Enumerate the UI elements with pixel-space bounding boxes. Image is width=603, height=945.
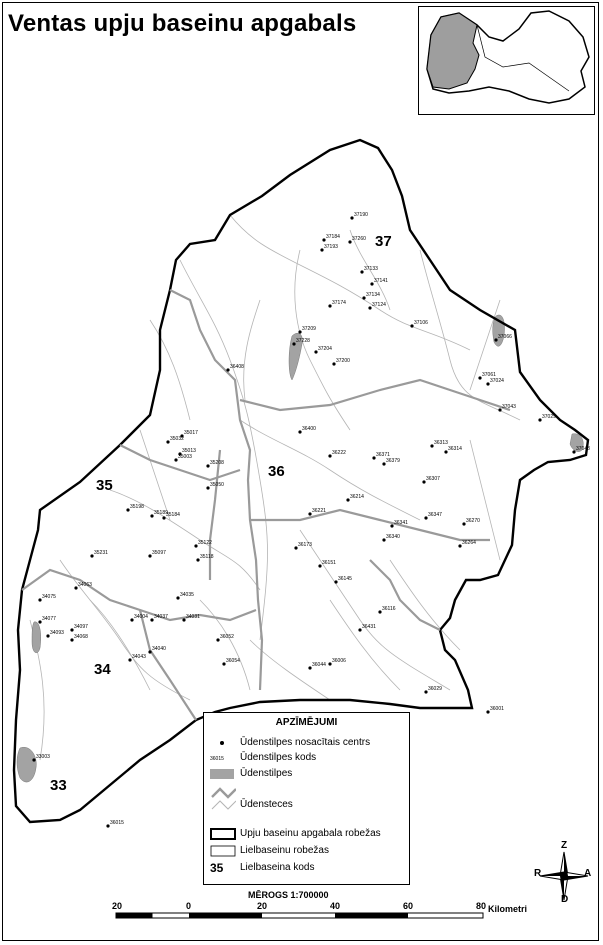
basin-code-34: 34 xyxy=(94,661,111,678)
lake-code-label: 36371 xyxy=(376,452,390,458)
lake-code-label: 36151 xyxy=(322,560,336,566)
lake-code-label: 36400 xyxy=(302,426,316,432)
compass-e: A xyxy=(584,868,592,879)
lake-code-label: 34068 xyxy=(74,634,88,640)
lake-code-label: 37133 xyxy=(364,266,378,272)
lake-code-label: 37209 xyxy=(302,326,316,332)
lake-code-label: 35017 xyxy=(184,430,198,436)
lake-code-label: 37200 xyxy=(336,358,350,364)
lake-code-label: 37190 xyxy=(354,212,368,218)
lake-code-label: 36408 xyxy=(230,364,244,370)
lake-code-label: 36431 xyxy=(362,624,376,630)
lake-code-label: 35032 xyxy=(170,436,184,442)
scale-label-60: 60 xyxy=(403,901,414,911)
lake-code-label: 35208 xyxy=(210,460,224,466)
legend-lake-code-label: Ūdenstilpes kods xyxy=(240,752,317,763)
scale-label-0: 0 xyxy=(186,901,192,911)
lake-code-label: 36015 xyxy=(110,820,124,826)
lake-code-label: 36029 xyxy=(428,686,442,692)
scale-label-80: 80 xyxy=(476,901,487,911)
basin-code-35: 35 xyxy=(96,477,113,494)
scale-label-20-left: 20 xyxy=(112,901,123,911)
scale-label-20: 20 xyxy=(257,901,268,911)
lake-code-label: 35231 xyxy=(94,550,108,556)
legend-lake-code-sample: 36015 xyxy=(210,756,224,762)
lake-code-label: 34077 xyxy=(42,616,56,622)
lake-code-label: 34035 xyxy=(180,592,194,598)
lake-code-label: 35122 xyxy=(198,540,212,546)
legend-lakes-label: Ūdenstilpes xyxy=(240,768,293,779)
lake-code-label: 34093 xyxy=(50,630,64,636)
lake-code-label: 35013 xyxy=(182,448,196,454)
lake-code-label: 36214 xyxy=(350,494,364,500)
lake-code-label: 36054 xyxy=(226,658,240,664)
lake-code-label: 36145 xyxy=(338,576,352,582)
lake-code-label: 37024 xyxy=(490,378,504,384)
lake-code-label: 36341 xyxy=(394,520,408,526)
scale-unit: Kilometri xyxy=(488,904,528,914)
lake-code-label: 37048 xyxy=(576,446,590,452)
lake-code-label: 37061 xyxy=(482,372,496,378)
lake-code-label: 36222 xyxy=(332,450,346,456)
legend xyxy=(203,712,410,885)
lake-code-label: 34075 xyxy=(42,594,56,600)
north-arrow-icon xyxy=(534,840,594,906)
map-title: Ventas upju baseinu apgabals xyxy=(8,10,357,37)
lake-code-label: 34063 xyxy=(78,582,92,588)
lake-code-label: 37134 xyxy=(366,292,380,298)
basin-code-37: 37 xyxy=(375,233,392,250)
legend-lake-centre-label: Ūdenstilpes nosacītais centrs xyxy=(240,737,371,748)
lake-code-label: 35097 xyxy=(152,550,166,556)
lake-code-label: 34043 xyxy=(132,654,146,660)
legend-rivers-label: Ūdensteces xyxy=(240,799,293,810)
lake-code-label: 37184 xyxy=(326,234,340,240)
legend-basin-code-sample: 35 xyxy=(210,861,224,875)
lake-code-label: 34031 xyxy=(186,614,200,620)
lake-code-label: 36379 xyxy=(386,458,400,464)
lake-code-label: 36270 xyxy=(466,518,480,524)
lake-code-label: 37228 xyxy=(296,338,310,344)
basin-code-33: 33 xyxy=(50,777,67,794)
sub-basin-boundaries xyxy=(22,290,510,720)
legend-basin-code-label: Lielbaseina kods xyxy=(240,862,315,873)
lake-code-label: 37174 xyxy=(332,300,346,306)
legend-basin-boundary-label: Lielbaseinu robežas xyxy=(240,845,329,856)
compass-w: R xyxy=(534,868,542,879)
lake-code-label: 35118 xyxy=(200,554,214,560)
lake-code-label: 37029 xyxy=(542,414,556,420)
lake-code-label: 36052 xyxy=(220,634,234,640)
lake-code-label: 36044 xyxy=(312,662,326,668)
lake-code-label: 33003 xyxy=(36,754,50,760)
scale-label-40: 40 xyxy=(330,901,341,911)
compass-n: Z xyxy=(561,840,568,851)
lake-code-label: 34040 xyxy=(152,646,166,652)
lake-code-label: 36307 xyxy=(426,476,440,482)
lake-code-label: 35198 xyxy=(130,504,144,510)
compass-s: D xyxy=(561,894,569,905)
lake-code-label: 34097 xyxy=(74,624,88,630)
legend-rbd-boundary-label: Upju baseinu apgabala robežas xyxy=(240,828,381,839)
lake-code-label: 36001 xyxy=(490,706,504,712)
lake-code-label: 35189 xyxy=(154,510,168,516)
lake-code-label: 36006 xyxy=(332,658,346,664)
lake-code-label: 34037 xyxy=(154,614,168,620)
lake-code-label: 36313 xyxy=(434,440,448,446)
lake-code-label: 37043 xyxy=(502,404,516,410)
lake-code-label: 37066 xyxy=(498,334,512,340)
lake-code-label: 36264 xyxy=(462,540,476,546)
lake-code-label: 36340 xyxy=(386,534,400,540)
lake-code-label: 35003 xyxy=(178,454,192,460)
lake-code-label: 37106 xyxy=(414,320,428,326)
lake-code-label: 34004 xyxy=(134,614,148,620)
lake-code-label: 36116 xyxy=(382,606,396,612)
lake-code-label: 36347 xyxy=(428,512,442,518)
basin-code-36: 36 xyxy=(268,463,285,480)
scale-title: MĒROGS 1:700000 xyxy=(248,890,329,900)
lake-code-label: 37124 xyxy=(372,302,386,308)
lake-code-label: 36221 xyxy=(312,508,326,514)
lake-code-label: 35184 xyxy=(166,512,180,518)
lake-code-label: 37260 xyxy=(352,236,366,242)
lake-code-label: 37204 xyxy=(318,346,332,352)
lake-code-label: 37141 xyxy=(374,278,388,284)
lake-code-label: 37193 xyxy=(324,244,338,250)
lake-code-label: 36173 xyxy=(298,542,312,548)
legend-title: APZĪMĒJUMI xyxy=(275,717,338,728)
lake-code-label: 36314 xyxy=(448,446,462,452)
lake-code-label: 35050 xyxy=(210,482,224,488)
